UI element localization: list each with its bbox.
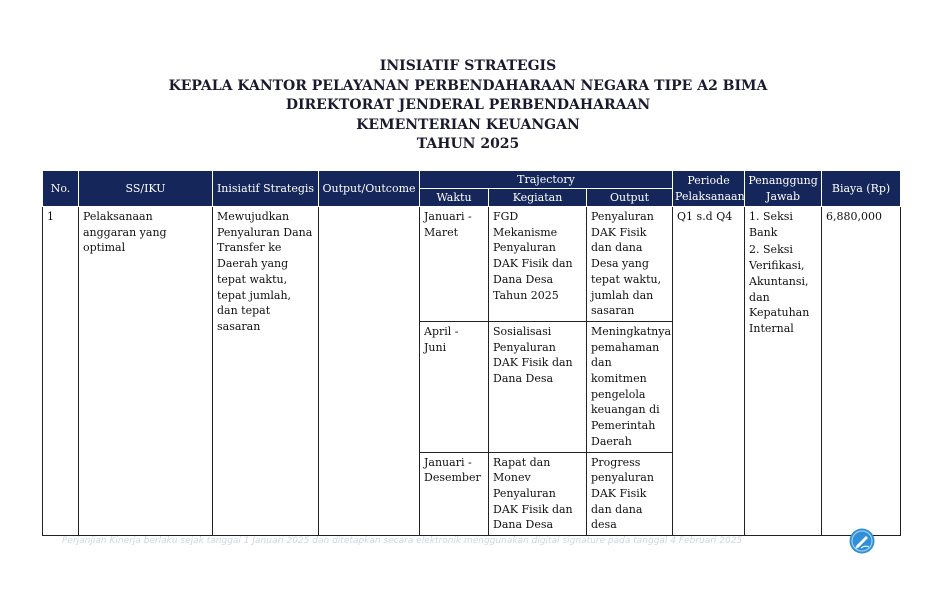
header-kegiatan: Kegiatan xyxy=(489,189,587,207)
header-biaya: Biaya (Rp) xyxy=(822,171,901,207)
strategic-initiative-table xyxy=(42,170,901,536)
header-output: Output xyxy=(587,189,673,207)
header-no: No. xyxy=(43,171,79,207)
cell-waktu-3: Januari - Desember xyxy=(420,452,489,536)
title-line-1: INISIATIF STRATEGIS xyxy=(379,58,557,74)
header-waktu: Waktu xyxy=(420,189,489,207)
penanggung-item-1: 1. Seksi Bank xyxy=(749,210,793,239)
digital-signature-icon xyxy=(849,528,875,554)
penanggung-item-2: 2. Seksi Verifikasi, Akuntansi, dan Kepatuhan Internal xyxy=(749,243,810,335)
header-inisiatif: Inisiatif Strategis xyxy=(213,171,319,207)
cell-output-2: Meningkatnya pemahaman dan komitmen pengelola keuangan di Pemerintah Daerah xyxy=(587,321,673,452)
cell-biaya: 6,880,000 xyxy=(822,207,901,536)
cell-inisiatif: Mewujudkan Penyaluran Dana Transfer ke Daerah yang tepat waktu, tepat jumlah, dan tepat sasaran xyxy=(213,207,319,536)
header-periode: Periode Pelaksanaan xyxy=(673,171,745,207)
cell-periode: Q1 s.d Q4 xyxy=(673,207,745,536)
header-penanggung: Penanggung Jawab xyxy=(745,171,822,207)
table-row xyxy=(43,207,901,322)
title-line-2: KEPALA KANTOR PELAYANAN PERBENDAHARAAN NEGARA TIPE A2 BIMA xyxy=(168,77,768,94)
cell-ss-iku: Pelaksanaan anggaran yang optimal xyxy=(79,207,213,536)
cell-kegiatan-2: Sosialisasi Penyaluran DAK Fisik dan Dana Desa xyxy=(489,321,587,452)
cell-output-3: Progress penyaluran DAK Fisik dan dana desa xyxy=(587,452,673,536)
cell-waktu-2: April - Juni xyxy=(420,321,489,452)
title-line-4: KEMENTERIAN KEUANGAN xyxy=(356,116,580,133)
cell-penanggung xyxy=(745,207,822,536)
header-output-outcome: Output/Outcome xyxy=(319,171,420,207)
cell-output-outcome xyxy=(319,207,420,536)
cell-kegiatan-3: Rapat dan Monev Penyaluran DAK Fisik dan Dana Desa xyxy=(489,452,587,536)
footer-note: Perjanjian Kinerja berlaku sejak tanggal 1 Januari 2025 dan ditetapkan secara elektronik menggunakan digital signature pada tanggal 4 Februari 2025 xyxy=(62,536,743,546)
cell-waktu-1: Januari - Maret xyxy=(420,207,489,322)
cell-output-1: Penyaluran DAK Fisik dan dana Desa yang tepat waktu, jumlah dan sasaran xyxy=(587,207,673,322)
title-line-5: TAHUN 2025 xyxy=(416,136,520,153)
cell-no: 1 xyxy=(43,207,79,536)
header-ss-iku: SS/IKU xyxy=(79,171,213,207)
cell-kegiatan-1: FGD Mekanisme Penyaluran DAK Fisik dan Dana Desa Tahun 2025 xyxy=(489,207,587,322)
document-title xyxy=(0,57,936,155)
title-line-3: DIREKTORAT JENDERAL PERBENDAHARAAN xyxy=(285,97,651,114)
header-trajectory: Trajectory xyxy=(420,171,673,189)
